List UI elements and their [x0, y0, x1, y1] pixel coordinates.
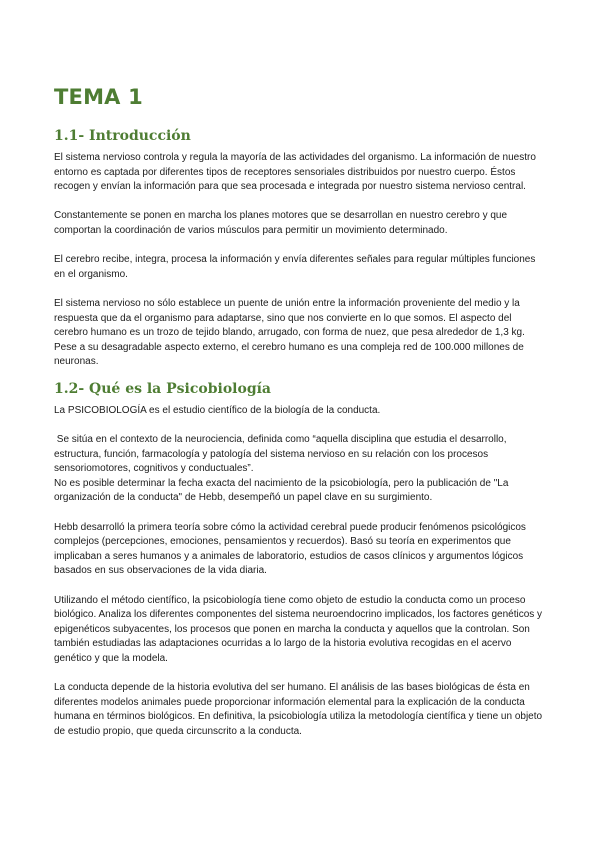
paragraph: Utilizando el método científico, la psicobiología tiene como objeto de estudio la conducta como un proceso biológico. Analiza los diferentes componentes del sistema neuroendocrino implicados, los factores genéticos y epigenéticos subyacentes, los procesos que ponen en marcha la conducta y aquellos que la controlan. Son también estudiadas las adaptaciones ocurridas a lo largo de la historia evolutiva recogidas en el acervo genético y que la modela. — [54, 594, 543, 664]
paragraph: El sistema nervioso no sólo establece un puente de unión entre la información proveniente del medio y la respuesta que da el organismo para adaptarse, sino que nos convierte en lo que somos. El aspecto del cerebro humano es un trozo de tejido blando, arrugado, con forma de nuez, que pesa alrededor de 1,3 kg. Pese a su desagradable aspecto externo, el cerebro humano es una compleja red de 100.000 millones de neuronas. — [54, 297, 525, 368]
paragraph: El cerebro recibe, integra, procesa la información y envía diferentes señales para regular múltiples funciones en el organismo. — [54, 254, 536, 280]
paragraph: La conducta depende de la historia evolutiva del ser humano. El análisis de las bases biológicas de ésta en diferentes modelos animales puede proporcionar información elemental para la explicación de la conducta humana en términos biológicos. En definitiva, la psicobiología utiliza la metodología científica y tiene un objeto de estudio propio, que queda circunscrito a la conducta. — [54, 682, 543, 737]
document-title: TEMA 1 — [54, 85, 143, 109]
section-heading-introduccion: 1.1- Introducción — [54, 128, 191, 144]
paragraph: Se sitúa en el contexto de la neurociencia, definida como “aquella disciplina que estudia el desarrollo, estructura, función, farmacología y patología del sistema nervioso en su relación con los procesos sensoriomotores, cognitivos y conductuales”. — [54, 434, 510, 475]
paragraph: El sistema nervioso controla y regula la mayoría de las actividades del organismo. La información de nuestro entorno es captada por diferentes tipos de receptores sensoriales distribuidos por nuestro cuerpo. Éstos recogen y envían la información para que sea procesada e integrada por nuestro sistema nervioso central. — [54, 152, 536, 193]
paragraph: La PSICOBIOLOGÍA es el estudio científico de la biología de la conducta. — [54, 404, 381, 416]
paragraph: No es posible determinar la fecha exacta del nacimiento de la psicobiología, pero la publicación de "La organización de la conducta" de Hebb, desempeñó un papel clave en su surgimiento. — [54, 477, 509, 504]
paragraph: Constantemente se ponen en marcha los planes motores que se desarrollan en nuestro cerebro y que comportan la coordinación de varios músculos para permitir un movimiento determinado. — [54, 210, 508, 236]
section-heading-psicobiologia: 1.2- Qué es la Psicobiología — [54, 380, 271, 397]
document-page — [54, 85, 544, 754]
paragraph: Hebb desarrolló la primera teoría sobre cómo la actividad cerebral puede producir fenómenos psicológicos complejos (percepciones, emociones, pensamientos y recuerdos). Basó su teoría en experimentos que implicaban a seres humanos y a animales de laboratorio, estudios de casos clínicos y argumentos lógicos basados en sus observaciones de la vida diaria. — [54, 521, 526, 577]
